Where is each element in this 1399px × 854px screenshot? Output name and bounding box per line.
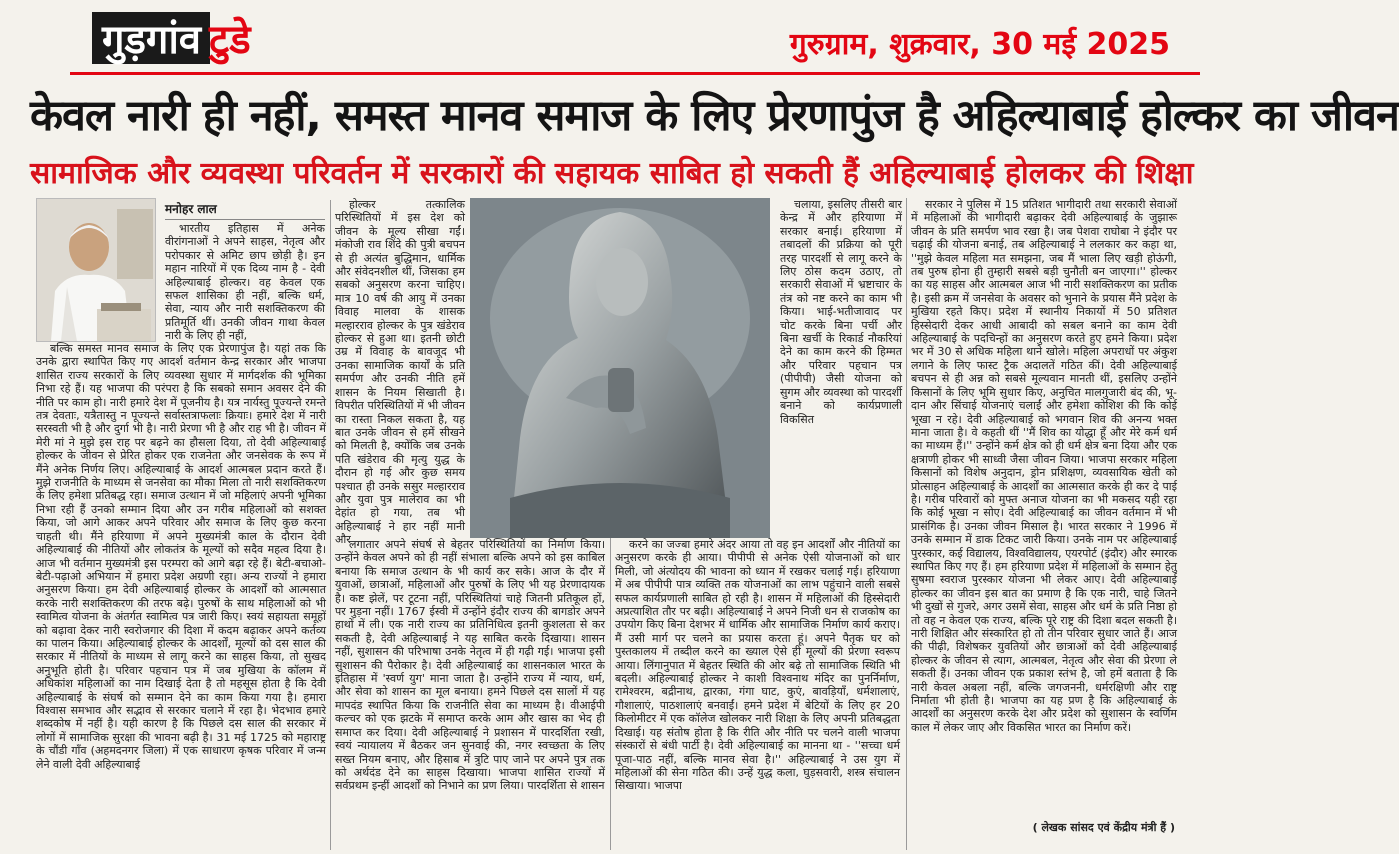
author-byline: मनोहर लाल	[165, 200, 325, 220]
statue-image	[470, 198, 770, 538]
column-1-intro-text: भारतीय इतिहास में अनेक वीरांगनाओं ने अपने साहस, नेतृत्व और परोपकार से अमिट छाप छोड़ी है। इन महान नारियों में एक दिव्य नाम है - देवी अहिल्याबाई होल्कर। वह केवल एक सफल शासिका ही नहीं, बल्कि धर्म, सेवा, न्याय और नारी सशक्तिकरण की प्रतिमूर्ति थीं। उनकी जीवन गाथा केवल नारी के लिए ही नहीं,	[165, 222, 325, 343]
column-divider	[330, 200, 331, 850]
logo-word-gurgaon: गुड़गांव	[102, 16, 202, 63]
logo-word-today: टुडे	[209, 16, 251, 63]
column-2	[335, 538, 605, 850]
column-divider	[610, 538, 611, 850]
author-note: ( लेखक सांसद एवं केंद्रीय मंत्री हैं )	[1032, 821, 1175, 834]
subheadline: सामाजिक और व्यवस्था परिवर्तन में सरकारों की सहायक साबित हो सकती हैं अहिल्याबाई होलकर की शिक्षा	[30, 156, 1194, 191]
column-2-intro-text: होल्कर तत्कालिक परिस्थितियों में इस देश को जीवन के मूल्य सीखा गईं। मंकोजी राव शिंदे की पुत्री बचपन से ही अत्यंत बुद्धिमान, धार्मिक और संवेदनशील थीं, जिसका हम सबको अनुसरण करना चाहिए। मात्र 10 वर्ष की आयु में उनका विवाह मालवा के शासक मल्हारराव होल्कर के पुत्र खंडेराव होल्कर से हुआ था। इतनी छोटी उम्र में विवाह के बावजूद भी उनका सामाजिक कार्यों के प्रति समर्पण और उनकी नीति हमें शासन के नियम सिखाती है। विपरीत परिस्थितियों में भी जीवन का रास्ता निकल सकता है, यह बात उनके जीवन से हमें सीखने को मिलती है, क्योंकि जब उनके पति खंडेराव की मृत्यु युद्ध के दौरान हो गई और कुछ समय पश्चात ही उनके ससुर मल्हारराव और युवा पुत्र मालेराव का भी देहांत हो गया, तब भी अहिल्याबाई ने हार नहीं मानी और	[335, 198, 465, 547]
column-2-text: लगातार अपने संघर्ष से बेहतर परिस्थितियों का निर्माण किया। उन्होंने केवल अपने को ही नहीं संभाला बल्कि अपने को इस काबिल बनाया कि समाज उत्थान के भी कार्य कर सके। आज के दौर में युवाओं, छात्राओं, महिलाओं और पुरुषों के लिए भी यह प्रेरणादायक है। कष्ट झेलें, पर टूटना नहीं, परिस्थितियां चाहे जितनी प्रतिकूल हों, पर मुड़ना नहीं। 1767 ईस्वी में उन्होंने इंदौर राज्य की बागडोर अपने हाथों में ली। एक नारी राज्य का प्रतिनिधित्व इतनी कुशलता से कर सकती है, देवी अहिल्याबाई ने यह साबित करके दिखाया। शासन नहीं, सुशासन की परिभाषा उनके नेतृत्व में ही गढ़ी गई। भाजपा इसी सुशासन की पैरोकार है। देवी अहिल्याबाई का शासनकाल भारत के इतिहास में 'स्वर्ण युग' माना जाता है। उन्होंने राज्य में न्याय, धर्म, और सेवा को शासन का मूल बनाया। हमने पिछले दस सालों में यह मापदंड स्थापित किया कि राजनीति सेवा का माध्यम है। वीआईपी कल्चर को एक झटके में समाप्त करके आम और खास का भेद ही समाप्त कर दिया। देवी अहिल्याबाई ने प्रशासन में पारदर्शिता रखी, स्वयं न्यायालय में बैठकर जन सुनवाई की, नगर स्वच्छता के लिए सख्त नियम बनाए, और हिसाब में त्रुटि पाए जाने पर अपने पुत्र तक को अर्थदंड देने का साहस दिखाया। भाजपा शासित राज्यों में सर्वप्रथम इन्हीं आदर्शों को निभाने का प्रण लिया। पारदर्शिता से शासन	[335, 538, 605, 793]
column-1	[36, 342, 326, 850]
column-divider	[906, 198, 907, 850]
newspaper-logo	[92, 8, 251, 66]
column-3-intro-text: चलाया, इसलिए तीसरी बार केन्द्र में और हरियाणा में सरकार बनाई। हरियाणा में तबादलों की प्रक्रिया को पूरी तरह पारदर्शी से लागू करने के लिए ठोस कदम उठाए, तो सरकारी सेवाओं में भ्रष्टाचार के तंत्र को नष्ट करने का काम भी किया। भाई-भतीजावाद पर चोट करके बिना पर्ची और बिना खर्ची के रिकार्ड नौकरियां देने का काम करने की हिम्मत और परिवार पहचान पत्र (पीपीपी) जैसी योजना को सुगम और व्यवस्था को पारदर्शी बनाने को कार्यप्रणाली विकसित	[780, 198, 902, 426]
author-photo	[36, 198, 156, 342]
dateline: गुरुग्राम, शुक्रवार, 30 मई 2025	[789, 27, 1170, 62]
column-4	[911, 198, 1177, 818]
column-4-text: सरकार ने पुलिस में 15 प्रतिशत भागीदारी तथा सरकारी सेवाओं में महिलाओं की भागीदारी बढ़ाकर देवी अहिल्याबाई के जुझारू जीवन के प्रति समर्पण भाव रखा है। जब पेशवा राघोबा ने इंदौर पर चढ़ाई की योजना बनाई, तब अहिल्याबाई ने ललकार कर कहा था, ''मुझे केवल महिला मत समझना, जब मैं भाला लिए खड़ी होऊंगी, तब पुरुष होना ही तुम्हारी सबसे बड़ी चुनौती बन जाएगा।'' होल्कर का यह साहस और आत्मबल आज भी नारी सशक्तिकरण का प्रतीक है। इसी क्रम में जनसेवा के अवसर को भुनाने के प्रयास मैंने प्रदेश के मुखिया रहते किए। प्रदेश में स्थानीय निकायों में 50 प्रतिशत हिस्सेदारी देकर आधी आबादी को सबल बनाने का काम देवी अहिल्याबाई के पदचिन्हों का अनुसरण करते हुए हमने किया। प्रदेश भर में 30 से अधिक महिला थाने खोले। महिला अपराधों पर अंकुश लगाने के लिए फास्ट ट्रैक अदालतें गठित कीं। देवी अहिल्याबाई बचपन से ही अन्न को सबसे मूल्यवान मानती थीं, इसलिए उन्होंने किसानों के लिए भूमि सुधार किए, अनुचित मालगुजारी बंद की, भू-दान और सिंचाई योजनाएं चलाईं और हमेशा कोशिश की कि कोई भूखा न रहे। देवी अहिल्याबाई को भगवान शिव की अनन्य भक्त माना जाता है। वे कहती थीं ''मैं शिव का योद्धा हूँ और मेरे कर्म धर्म का माध्यम हैं।'' उन्होंने कर्म क्षेत्र को ही धर्म क्षेत्र बना दिया और एक क्षत्राणी होकर भी साध्वी जैसा जीवन जिया। भाजपा सरकार महिला किसानों को विशेष अनुदान, ड्रोन प्रशिक्षण, व्यवसायिक खेती को प्रोत्साहन अहिल्याबाई के आदर्शों का आत्मसात करके ही कर दे पाई है। गरीब परिवारों को मुफ्त अनाज योजना का भी मकसद यही रहा कि कोई भूखा न सोए। देवी अहिल्याबाई का जीवन वर्तमान में भी प्रासंगिक है। उनका जीवन मिसाल है। भारत सरकार ने 1996 में उनके सम्मान में डाक टिकट जारी किया। उनके नाम पर अहिल्याबाई पुरस्कार, कई विद्यालय, विश्वविद्यालय, एयरपोर्ट (इंदौर) और स्मारक स्थापित किए गए हैं। हम हरियाणा प्रदेश में महिलाओं के सम्मान हेतु सुषमा स्वराज पुरस्कार योजना भी लेकर आए। देवी अहिल्याबाई होल्कर का जीवन इस बात का प्रमाण है कि एक नारी, चाहे जितने भी दुखों से गुजरे, अगर उसमें सेवा, साहस और धर्म के प्रति निष्ठा हो तो वह न केवल एक राज्य, बल्कि पूरे राष्ट्र की दिशा बदल सकती है। नारी शिक्षित और संस्कारित हो तो तीन परिवार सुधार जाते हैं। आज की पीढ़ी, विशेषकर युवतियों और छात्राओं को देवी अहिल्याबाई होल्कर के जीवन से त्याग, आत्मबल, नेतृत्व और सेवा की प्रेरणा ले सकती हैं। उनका जीवन एक प्रकाश स्तंभ है, जो हमें बताता है कि नारी केवल अबला नहीं, बल्कि जगजननी, धर्मरक्षिणी और राष्ट्र निर्माता भी होती है। भाजपा का यह प्रण है कि अहिल्याबाई के आदर्शों का अनुसरण करके देश और प्रदेश को सुशासन के स्वर्णिम काल में लेकर जाए और विकसित भारत का निर्माण करें।	[911, 198, 1178, 734]
column-3	[615, 538, 900, 850]
column-3-intro	[780, 198, 902, 530]
masthead	[0, 0, 1200, 82]
author-portrait-icon	[37, 199, 155, 341]
column-3-text: करने का जज्बा हमारे अंदर आया तो वह इन आदर्शों और नीतियों का अनुसरण करके ही आया। पीपीपी से अनेक ऐसी योजनाओं को धार मिली, जो अंत्योदय की भावना को ध्यान में रखकर चलाई गई। हरियाणा में अब पीपीपी पात्र व्यक्ति तक योजनाओं का लाभ पहुंचाने वाली सबसे सफल कार्यप्रणाली साबित हो रही है। शासन में महिलाओं की हिस्सेदारी अप्रत्याशित तौर पर बढ़ी। अहिल्याबाई ने अपने निजी धन से राजकोष का उपयोग किए बिना देशभर में धार्मिक और सामाजिक निर्माण कार्य कराए। मैं उसी मार्ग पर चलने का प्रयास करता हूं। अपने पैतृक घर को पुस्तकालय में तब्दील करने का ख्याल ऐसे ही मूल्यों की प्रेरणा स्वरूप आया। लिंगानुपात में बेहतर स्थिति की ओर बढ़े तो सामाजिक स्थिति भी बदली। अहिल्याबाई होल्कर ने काशी विश्वनाथ मंदिर का पुनर्निर्माण, रामेश्वरम, बद्रीनाथ, द्वारका, गंगा घाट, कुएं, बावड़ियाँ, धर्मशालाएं, गौशालाएं, पाठशालाएं बनवाईं। हमने प्रदेश में बेटियों के लिए हर 20 किलोमीटर में एक कॉलेज खोलकर नारी शिक्षा के लिए अपनी प्रतिबद्धता दिखाई। यह संतोष होता है कि रीति और नीति पर चलने वाली भाजपा संस्कारों से बंधी पार्टी है। देवी अहिल्याबाई का मानना था - ''सच्चा धर्म पूजा-पाठ नहीं, बल्कि मानव सेवा है।'' अहिल्याबाई ने उस युग में महिलाओं की सेना गठित की। उन्हें युद्ध कला, घुड़सवारी, शस्त्र संचालन सिखाया। भाजपा	[615, 538, 900, 793]
column-1-text: बल्कि समस्त मानव समाज के लिए एक प्रेरणापुंज है। यहां तक कि उनके द्वारा स्थापित किए गए आदर्श वर्तमान केन्द्र सरकार और भाजपा शासित राज्य सरकारों के लिए व्यवस्था सुधार में मार्गदर्शक की भूमिका निभा रहे हैं। यह भाजपा की परंपरा है कि सबको समान अवसर देने की नीति पर काम हो। नारी हमारे देश में पूजनीय है। यत्र नार्यस्तु पूज्यन्ते रमन्ते तत्र देवताः, यत्रैतास्तु न पूज्यन्ते सर्वास्तत्राफलाः क्रियाः। हमारे देश में नारी सरस्वती भी है और दुर्गा भी है। नारी प्रेरणा भी है और राह भी है। जीवन में मेरी मां ने मुझे इस राह पर बढ़ने का हौसला दिया, तो देवी अहिल्याबाई होल्कर के जीवन से प्रेरित होकर एक राजनेता और जनसेवक के रूप में मैंने अनेक निर्णय लिए। अहिल्याबाई के आदर्श आत्मबल प्रदान करते हैं। मुझे राजनीति के माध्यम से जनसेवा का मौका मिला तो नारी सशक्तिकरण के लिए हमेशा प्रतिबद्ध रहा। समाज उत्थान में जो महिलाएं अपनी भूमिका निभा रही हैं उनको सम्मान दिया और उन गरीब महिलाओं को सशक्त किया, जो आगे आकर अपने परिवार और समाज के लिए कुछ करना चाहती थी। मैंने हरियाणा में अपने मुख्यमंत्री काल के दौरान देवी अहिल्याबाई की नीतियों और लोकतंत्र के मूल्यों को सदैव महत्व दिया है। आज भी वर्तमान मुख्यमंत्री इस परम्परा को आगे बढ़ा रहे हैं। बेटी-बचाओ-बेटी-पढ़ाओ अभियान में हमारा प्रदेश अग्रणी रहा। अन्य राज्यों ने हमारा अनुसरण किया। हम देवी अहिल्याबाई होल्कर के आदर्शों को आत्मसात करके नारी सशक्तिकरण की तरफ बढ़े। पुरुषों के साथ महिलाओं को भी स्वामित्व योजना के अंतर्गत स्वामित्व पत्र जारी किए। स्वयं सहायता समूहों को बढ़ावा देकर नारी स्वरोजगार की दिशा में कदम बढ़ाकर अपने कर्तव्य का पालन किया। अहिल्याबाई होल्कर के आदर्शों, मूल्यों को दस साल की सरकार में नीतियों के माध्यम से लागू करने का साहस किया, तो सुखद अनुभूति होती है। परिवार पहचान पत्र में जब मुखिया के कॉलम में अधिकांश महिलाओं का नाम दिखाई देता है तो महसूस होता है कि देवी अहिल्याबाई के संघर्ष को सम्मान देने का काम किया गया है। हमारा विश्वास समभाव और सद्भाव से सरकार चलाने में रहा है। भेदभाव हमारे शब्दकोष में नहीं है। यही कारण है कि पिछले दस साल की सरकार में लोगों में सामाजिक सुरक्षा की भावना बढ़ी है। 31 मई 1725 को महाराष्ट्र के चौंडी गाँव (अहमदनगर जिला) में एक साधारण कृषक परिवार में जन्म लेने वाली देवी अहिल्याबाई	[36, 342, 326, 771]
headline: केवल नारी ही नहीं, समस्त मानव समाज के लिए प्रेरणापुंज है अहिल्याबाई होल्कर का जीवन	[30, 91, 1399, 141]
column-2-intro	[335, 198, 465, 547]
ahilyabai-statue-icon	[470, 198, 770, 538]
masthead-rule	[70, 72, 1200, 75]
column-1-intro	[165, 222, 325, 343]
